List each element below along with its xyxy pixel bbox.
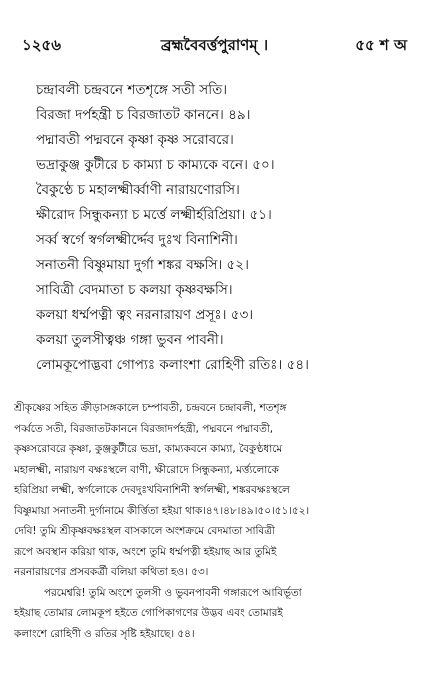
verse-line: পদ্মাবতী পদ্মবনে কৃষ্ণা কৃষ্ণ সরোবরে। bbox=[36, 132, 234, 148]
verse-line: বৈকুণ্ঠে চ মহালক্ষ্মীর্ব্বাণী নারায়ণোরসি। bbox=[36, 182, 240, 198]
commentary-line: মহালক্ষ্মী, নারায়ণ বক্ষঃস্থলে বাণী, ক্ষীরোদে সিন্ধুকন্যা, মর্ত্ত্যলোকে bbox=[14, 463, 279, 476]
verse-line: সনাতনী বিষ্ণুমায়া দুর্গা শঙ্কর বক্ষসি। ৫২। bbox=[36, 257, 249, 273]
verse-line: ক্ষীরোদ সিন্ধুকন্যা চ মর্ত্তে লক্ষ্মীর্হরিপ্রিয়া। ৫১। bbox=[36, 207, 272, 223]
commentary-line: হইয়াছ তোমার লোমকূপ হইতে গোপিকাগণের উদ্ভব এবং তোমারই bbox=[14, 607, 283, 619]
commentary-line: হরিপ্রিয়া লক্ষ্মী, স্বর্গলোকে দেবদুঃখবিনাশিনী স্বর্গলক্ষ্মী, শঙ্করবক্ষঃস্থলে bbox=[14, 484, 290, 496]
verse-line: ভদ্রাকুঞ্জ কুটীরে চ কাম্যা চ কাম্যকে বনে। ৫০। bbox=[36, 157, 275, 173]
sanskrit-verses bbox=[36, 78, 396, 378]
commentary-line: রূপে অবস্থান করিয়া থাক, অংশে তুমি ধর্ম্মপত্নী হইয়াছ আর তুমিই bbox=[14, 545, 277, 558]
commentary-line: শ্রীকৃষ্ণের সহিত ক্রীড়াসঙ্গকালে চম্পাবতী, চন্দ্রবনে চন্দ্রাবলী, শতশৃঙ্গ bbox=[14, 402, 287, 414]
verse-line: কলয়া তুলসীত্বঞ্চ গঙ্গা ভুবন পাবনী। bbox=[36, 332, 224, 348]
verse-line: সর্ব্ব স্বর্গে স্বর্গলক্ষ্মীর্দ্দেব দুঃখ বিনাশিনী। bbox=[36, 232, 238, 248]
commentary-line: বিষ্ণুমায়া সনাতনী দুর্গানামে কীর্ত্তিতা হইয়া থাক।৪৭।৪৮।৪৯।৫০।৫১।৫২। bbox=[14, 504, 310, 517]
verse-line: বিরজা দর্পহন্ত্রী চ বিরজাতট কাননে। ৪৯। bbox=[36, 107, 251, 123]
chapter-marker: ৫৫ শ অ bbox=[355, 36, 407, 54]
commentary-paragraph bbox=[14, 521, 414, 583]
page-number: ১২৫৬ bbox=[22, 36, 61, 54]
commentary-line: কলাংশে রোহিণী ও রতির সৃষ্টি হইয়াছে। ৫৪। bbox=[14, 627, 195, 640]
book-title: ব্রহ্মবৈবর্ত্তপুরাণম্‌ । bbox=[160, 36, 269, 54]
page-header bbox=[22, 34, 407, 62]
commentary-paragraph bbox=[14, 583, 414, 645]
commentary-paragraph bbox=[14, 398, 414, 521]
verse-line: লোমকূপোদ্ভবা গোপ্যঃ কলাংশা রোহিণী রতিঃ। ৫৪। bbox=[36, 357, 309, 373]
commentary-line: কৃষ্ণসরোবরে কৃষ্ণা, কুঞ্জকুটীরে ভদ্রা, কাম্যকবনে কাম্যা, বৈকুণ্ঠধামে bbox=[14, 443, 283, 455]
verse-line: চন্দ্রাবলী চন্দ্রবনে শতশৃঙ্গে সতী সতি। bbox=[36, 82, 228, 98]
commentary-line: পরমেশ্বরি! তুমি অংশে তুলসী ও ভুবনপাবনী গঙ্গারূপে আবির্ভূতা bbox=[44, 586, 302, 599]
verse-line: সাবিত্রী বেদমাতা চ কলয়া কৃষ্ণবক্ষসি। bbox=[36, 282, 233, 298]
commentary-line: দেবি! তুমি শ্রীকৃষ্ণবক্ষঃস্থল বাসকালে অংশক্রমে বেদমাতা সাবিত্রী bbox=[14, 525, 275, 537]
verse-line: কলয়া ধর্ম্মপত্নী ত্বং নরনারায়ণ প্রসূঃ। ৫৩। bbox=[36, 307, 254, 323]
commentary-line: পর্ব্বতে সতী, বিরজাতটকাননে বিরজাদর্পহন্ত্রী, পদ্মবনে পদ্মাবতী, bbox=[14, 422, 274, 435]
commentary-line: নরনারায়ণের প্রসবকর্ত্রী বলিয়া কথিতা হও। ৫৩। bbox=[14, 566, 209, 578]
bengali-commentary bbox=[14, 398, 414, 644]
